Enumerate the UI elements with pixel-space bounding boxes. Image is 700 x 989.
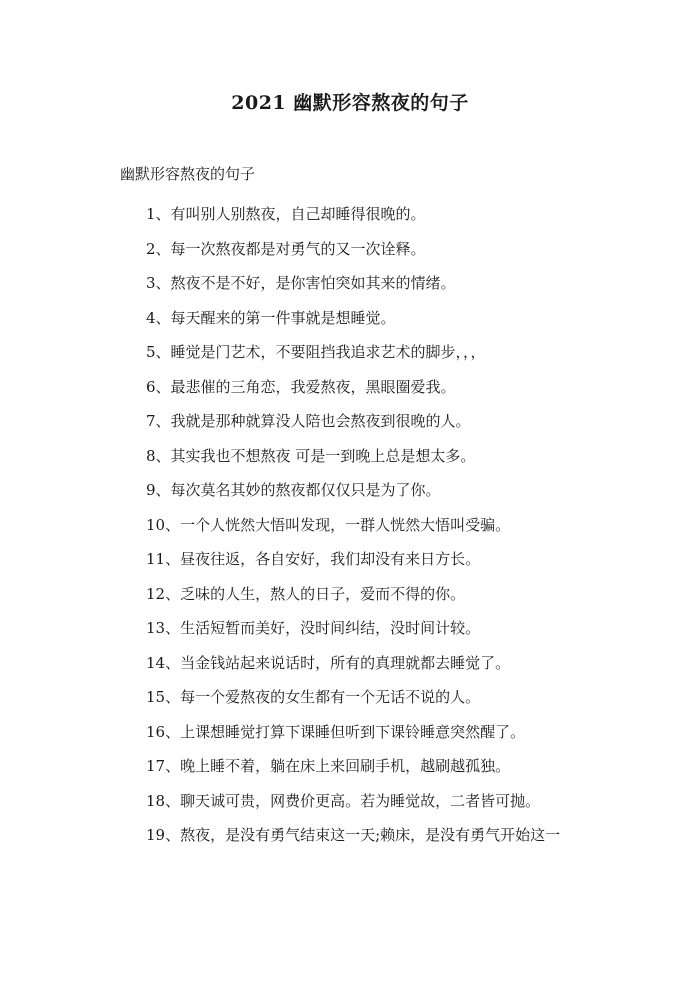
list-item: 5、睡觉是门艺术，不要阻挡我追求艺术的脚步，，， <box>146 343 486 361</box>
list-item: 15、每一个爱熬夜的女生都有一个无话不说的人。 <box>146 688 481 706</box>
list-item: 11、昼夜往返，各自安好，我们却没有来日方长。 <box>146 550 481 568</box>
list-item: 9、每次莫名其妙的熬夜都仅仅只是为了你。 <box>146 481 441 499</box>
list-item: 1、有叫别人别熬夜，自己却睡得很晚的。 <box>146 205 426 223</box>
sentence-list <box>146 202 686 858</box>
list-item: 17、晚上睡不着，躺在床上来回刷手机，越刷越孤独。 <box>146 757 511 775</box>
list-item: 8、其实我也不想熬夜 可是一到晚上总是想太多。 <box>146 446 476 465</box>
list-item: 16、上课想睡觉打算下课睡但听到下课铃睡意突然醒了。 <box>146 722 526 741</box>
list-item: 14、当金钱站起来说话时，所有的真理就都去睡觉了。 <box>146 653 511 672</box>
list-item: 4、每天醒来的第一件事就是想睡觉。 <box>146 308 396 327</box>
page-title: 2021 幽默形容熬夜的句子 <box>231 92 469 114</box>
list-item: 2、每一次熬夜都是对勇气的又一次诠释。 <box>146 239 426 258</box>
list-item: 3、熬夜不是不好，是你害怕突如其来的情绪。 <box>146 274 456 292</box>
list-item: 6、最悲催的三角恋，我爱熬夜，黑眼圈爱我。 <box>146 377 456 396</box>
section-heading: 幽默形容熬夜的句子 <box>120 165 256 183</box>
list-item: 10、一个人恍然大悟叫发现，一群人恍然大悟叫受骗。 <box>146 515 511 534</box>
list-item: 13、生活短暂而美好，没时间纠结，没时间计较。 <box>146 619 481 637</box>
list-item: 12、乏味的人生，熬人的日子，爱而不得的你。 <box>146 584 466 603</box>
list-item: 18、聊天诚可贵，网费价更高。若为睡觉故，二者皆可抛。 <box>146 791 541 810</box>
list-item: 19、熬夜，是没有勇气结束这一天;赖床，是没有勇气开始这一 <box>146 826 561 844</box>
list-item: 7、我就是那种就算没人陪也会熬夜到很晚的人。 <box>146 412 471 430</box>
